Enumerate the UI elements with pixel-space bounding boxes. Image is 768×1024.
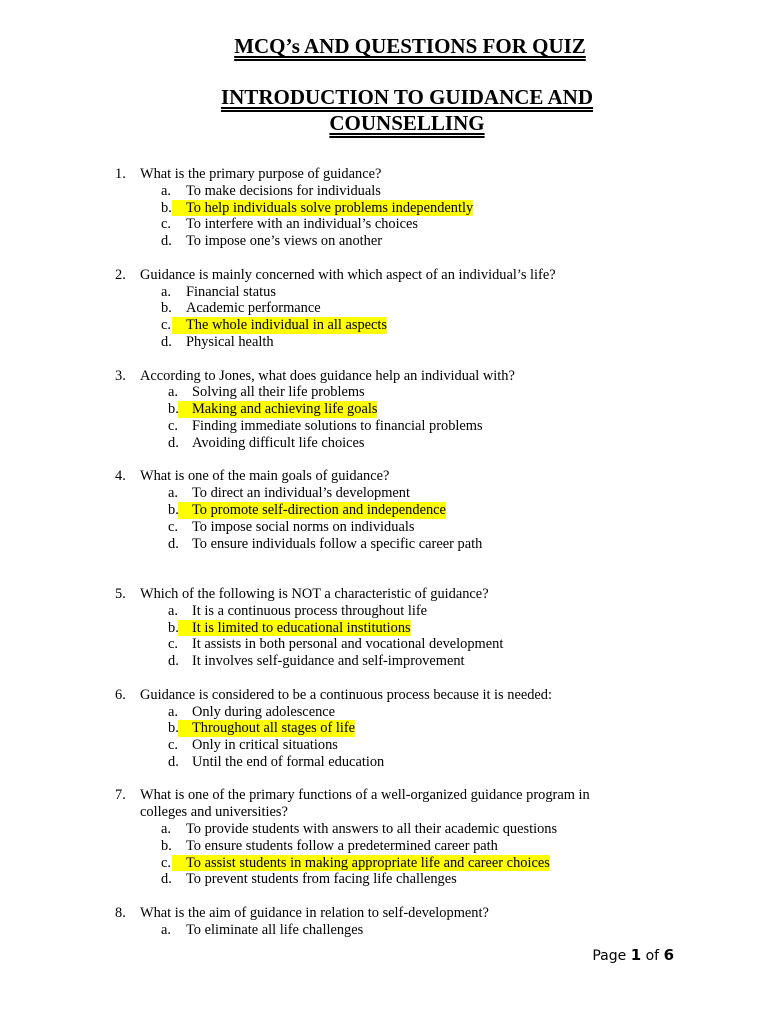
option-text: It is limited to educational institutions <box>192 619 411 636</box>
question-item <box>0 267 768 351</box>
option-text: To help individuals solve problems independently <box>186 199 474 216</box>
option-letter: d. <box>168 535 179 552</box>
option-letter: a. <box>168 384 178 401</box>
question-item <box>0 687 768 771</box>
option-text: To prevent students from facing life challenges <box>186 871 457 888</box>
option-text: Throughout all stages of life <box>192 720 356 737</box>
option-letter: a. <box>161 182 171 199</box>
option-item <box>0 838 768 855</box>
option-item <box>0 233 768 250</box>
option-letter: d. <box>168 434 179 451</box>
option-letter: c. <box>161 216 171 233</box>
question-text: According to Jones, what does guidance help an individual with? <box>140 367 515 384</box>
question-number: 8. <box>115 905 126 922</box>
option-item <box>0 603 768 620</box>
option-letter: b. <box>168 501 179 518</box>
option-text: It is a continuous process throughout life <box>192 602 428 619</box>
option-text: To provide students with answers to all their academic questions <box>186 821 558 838</box>
option-letter: b. <box>161 199 172 216</box>
total-pages-number: 6 <box>663 946 674 964</box>
option-item <box>0 384 768 401</box>
option-item-highlighted <box>0 200 768 217</box>
option-letter: c. <box>168 737 178 754</box>
question-list <box>0 166 768 955</box>
option-text: Making and achieving life goals <box>192 401 378 418</box>
question-number: 3. <box>115 367 126 384</box>
question-number: 6. <box>115 686 126 703</box>
question-number: 7. <box>115 787 126 804</box>
option-text: It assists in both personal and vocational development <box>192 636 504 653</box>
option-item <box>0 754 768 771</box>
option-item-highlighted <box>0 502 768 519</box>
option-item <box>0 636 768 653</box>
question-item <box>0 468 768 552</box>
option-item-highlighted <box>0 401 768 418</box>
page-label: Page <box>592 948 627 964</box>
option-letter: a. <box>161 921 171 938</box>
option-text: To ensure individuals follow a specific career path <box>192 535 483 552</box>
option-text: It involves self-guidance and self-improvement <box>192 653 465 670</box>
option-letter: a. <box>168 602 178 619</box>
question-text: Guidance is mainly concerned with which aspect of an individual’s life? <box>140 266 556 283</box>
option-letter: b. <box>161 837 172 854</box>
option-letter: c. <box>168 417 178 434</box>
question-item <box>0 905 768 939</box>
question-item <box>0 368 768 452</box>
question-number: 5. <box>115 585 126 602</box>
option-item <box>0 216 768 233</box>
option-item <box>0 704 768 721</box>
option-letter: d. <box>168 753 179 770</box>
option-text: Financial status <box>186 283 276 300</box>
option-letter: c. <box>168 518 178 535</box>
option-item-highlighted <box>0 855 768 872</box>
question-number: 1. <box>115 166 126 182</box>
option-text: Only in critical situations <box>192 737 338 754</box>
current-page-number: 1 <box>630 946 642 964</box>
option-letter: b. <box>168 720 179 737</box>
option-text: Avoiding difficult life choices <box>192 434 365 451</box>
option-item <box>0 435 768 452</box>
option-text: To assist students in making appropriate life and career choices <box>186 854 550 871</box>
option-letter: a. <box>168 703 178 720</box>
option-letter: b. <box>168 619 179 636</box>
option-text: Physical health <box>186 333 274 350</box>
question-text: What is the aim of guidance in relation to self-development? <box>140 905 489 922</box>
option-letter: b. <box>161 300 172 317</box>
page-counter <box>592 946 674 964</box>
option-item <box>0 536 768 553</box>
document-title: MCQ’s AND QUESTIONS FOR QUIZ <box>234 34 586 58</box>
option-letter: d. <box>168 653 179 670</box>
option-item <box>0 300 768 317</box>
option-text: To impose one’s views on another <box>186 233 383 250</box>
question-text: Which of the following is NOT a characteristic of guidance? <box>140 585 489 602</box>
option-item <box>0 334 768 351</box>
option-text: The whole individual in all aspects <box>186 317 388 334</box>
option-letter: b. <box>168 401 179 418</box>
option-text: To direct an individual’s development <box>192 485 410 502</box>
option-text: Academic performance <box>186 300 321 317</box>
option-item <box>0 737 768 754</box>
option-letter: a. <box>161 821 171 838</box>
question-text: What is one of the primary functions of a well-organized guidance program in colleges and universities? <box>140 787 590 821</box>
question-number: 2. <box>115 266 126 283</box>
option-text: To ensure students follow a predetermined career path <box>186 837 498 854</box>
option-item-highlighted <box>0 720 768 737</box>
option-item <box>0 418 768 435</box>
option-letter: d. <box>161 233 172 250</box>
option-text: Solving all their life problems <box>192 384 365 401</box>
subtitle-line-2: COUNSELLING <box>329 111 485 135</box>
option-item <box>0 485 768 502</box>
option-text: Finding immediate solutions to financial problems <box>192 417 483 434</box>
option-item <box>0 821 768 838</box>
option-text: Until the end of formal education <box>192 753 385 770</box>
question-text: What is one of the main goals of guidance? <box>140 468 390 485</box>
option-letter: c. <box>161 317 171 334</box>
question-item <box>0 787 768 888</box>
option-text: Only during adolescence <box>192 703 336 720</box>
option-item <box>0 922 768 939</box>
subtitle-line-1: INTRODUCTION TO GUIDANCE AND <box>220 85 594 109</box>
option-item <box>0 871 768 888</box>
option-item <box>0 653 768 670</box>
question-item <box>0 166 768 250</box>
option-text: To impose social norms on individuals <box>192 518 415 535</box>
option-text: To promote self-direction and independence <box>192 501 446 518</box>
option-text: To eliminate all life challenges <box>186 921 364 938</box>
document-subtitle <box>0 84 768 136</box>
option-letter: a. <box>161 283 171 300</box>
option-letter: d. <box>161 333 172 350</box>
question-text: What is the primary purpose of guidance? <box>140 166 382 182</box>
of-label: of <box>645 948 660 964</box>
option-letter: a. <box>168 485 178 502</box>
option-letter: c. <box>161 854 171 871</box>
option-item-highlighted <box>0 317 768 334</box>
question-text: Guidance is considered to be a continuous process because it is needed: <box>140 686 553 703</box>
question-number: 4. <box>115 468 126 485</box>
option-text: To make decisions for individuals <box>186 182 381 199</box>
option-item <box>0 519 768 536</box>
question-item <box>0 586 768 670</box>
option-text: To interfere with an individual’s choices <box>186 216 418 233</box>
option-item <box>0 284 768 301</box>
option-letter: d. <box>161 871 172 888</box>
option-item <box>0 183 768 200</box>
option-letter: c. <box>168 636 178 653</box>
option-item-highlighted <box>0 620 768 637</box>
